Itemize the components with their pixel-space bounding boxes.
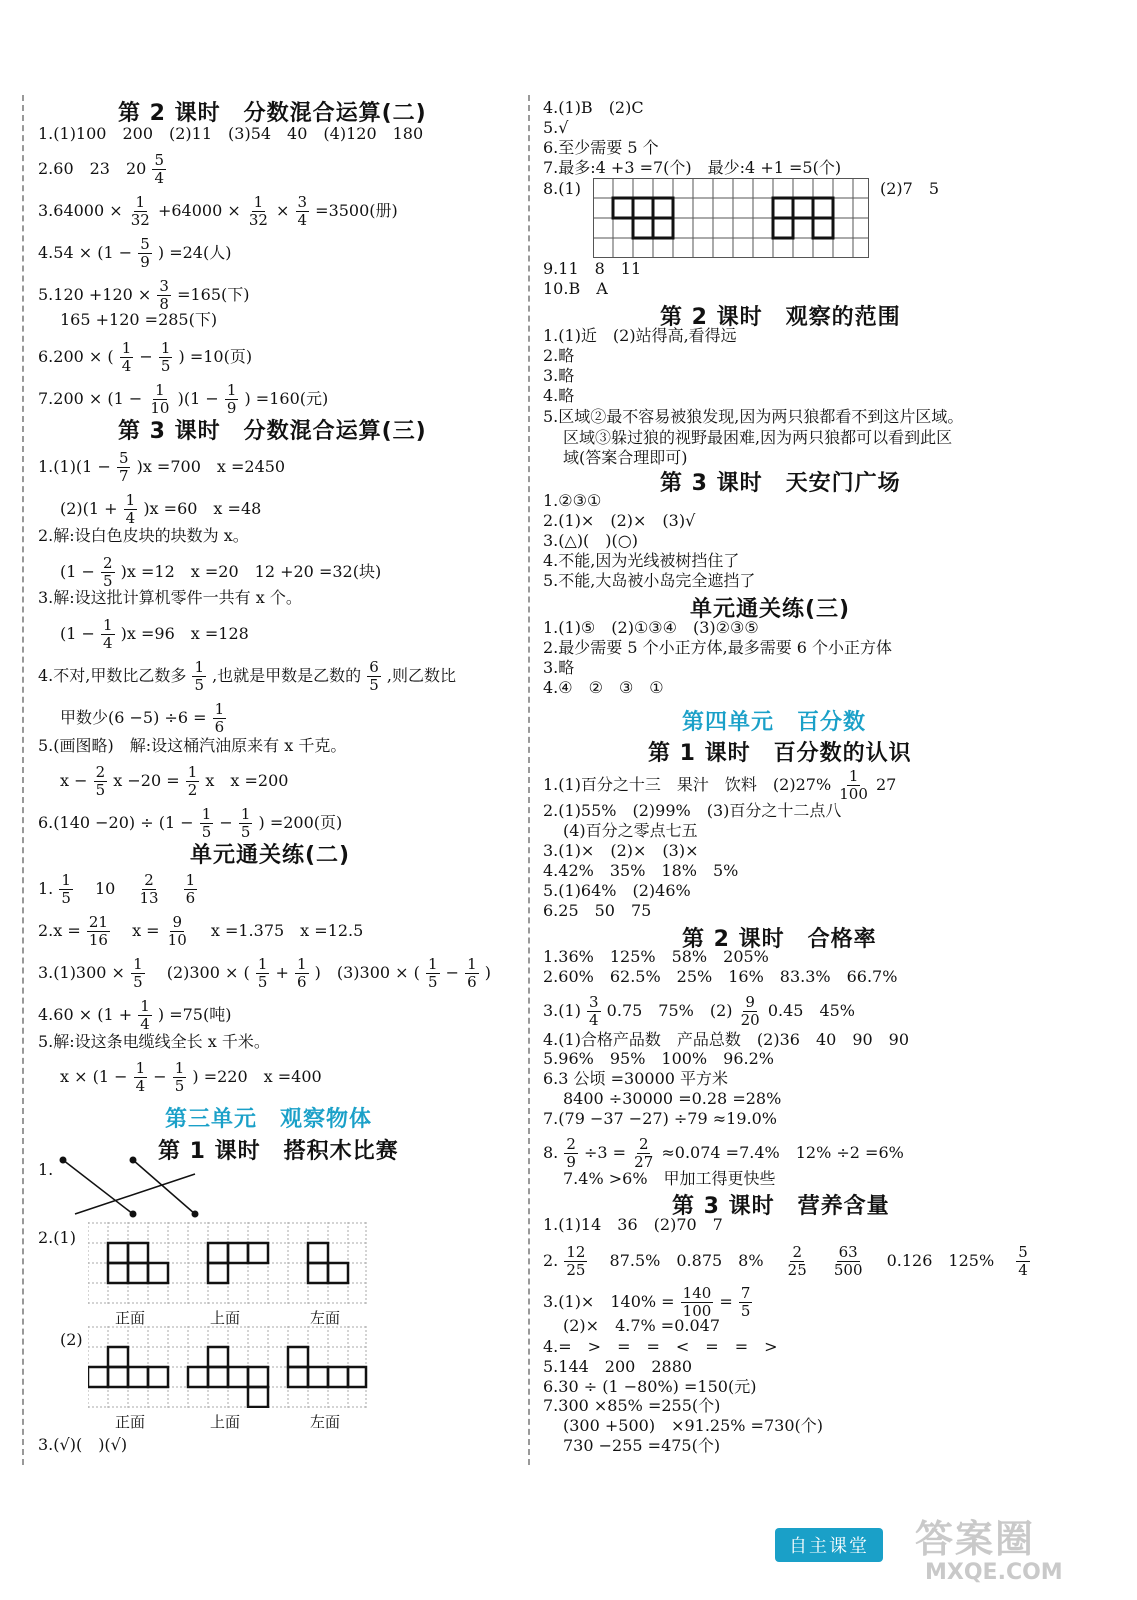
answer-line: 3.解:设这批计算机零件一共有 x 个。 bbox=[38, 588, 302, 607]
section-heading: 第 3 课时 分数混合运算(三) bbox=[118, 419, 427, 444]
answer-line: (1 − $\frac{1}{4}$ )x =96 x =128 bbox=[60, 616, 249, 652]
fraction: $\frac{1}{5}$ bbox=[240, 805, 251, 841]
answer-line: (4)百分之零点七五 bbox=[563, 821, 698, 840]
fraction: $\frac{1}{4}$ bbox=[135, 1059, 146, 1095]
section-heading: 第 1 课时 百分数的认识 bbox=[648, 741, 912, 766]
fraction: $\frac{9}{10}$ bbox=[167, 913, 187, 949]
answer-line: (1 − $\frac{2}{5}$ )x =12 x =20 12 +20 =32(块) bbox=[60, 554, 382, 590]
fraction: $\frac{1}{6}$ bbox=[185, 871, 196, 907]
answer-line: 4.(1)B (2)C bbox=[543, 98, 644, 117]
match-line bbox=[133, 1160, 195, 1214]
fraction: $\frac{1}{10}$ bbox=[150, 381, 170, 417]
fraction: $\frac{5}{4}$ bbox=[154, 151, 164, 187]
answer-line: (2)(1 + $\frac{1}{4}$ )x =60 x =48 bbox=[60, 491, 262, 527]
answer-line: (2)7 5 bbox=[880, 179, 940, 198]
answer-line: 8.(1) bbox=[543, 179, 581, 198]
answer-line: 10.B A bbox=[543, 279, 608, 298]
answer-line: 3.(1) $\frac{3}{4}$ 0.75 75% (2) $\frac{9}{20}$ 0.45 45% bbox=[543, 993, 856, 1029]
fraction: $\frac{6}{5}$ bbox=[369, 658, 379, 694]
fraction: $\frac{1}{5}$ bbox=[201, 805, 212, 841]
fraction: $\frac{2}{5}$ bbox=[95, 763, 106, 799]
answer-line: 1.(1)100 200 (2)11 (3)54 40 (4)120 180 bbox=[38, 124, 424, 143]
answer-line: 3.略 bbox=[543, 658, 575, 677]
answer-line: 1. bbox=[38, 1160, 54, 1179]
fraction: $\frac{1}{5}$ bbox=[160, 339, 171, 375]
answer-line: 2. $\frac{12}{25}$ 87.5% 0.875 8% $\frac{2}{25}$ $\frac{63}{500}$ 0.126 125% $\frac{5}{4}$ bbox=[543, 1243, 1028, 1279]
answer-line: 2.60 23 20 $\frac{5}{4}$ bbox=[38, 151, 164, 187]
answer-line: 6.25 50 75 bbox=[543, 901, 652, 920]
fraction: $\frac{2}{27}$ bbox=[634, 1135, 654, 1171]
answer-line: 4.略 bbox=[543, 386, 575, 405]
answer-line: 1.(1)(1 − $\frac{5}{7}$ )x =700 x =2450 bbox=[38, 449, 286, 485]
view-label-left: 左面 bbox=[310, 1413, 341, 1431]
answer-line: 2.60% 62.5% 25% 16% 83.3% 66.7% bbox=[543, 967, 898, 986]
answer-line: 4.54 × (1 − $\frac{5}{9}$ ) =24(人) bbox=[38, 235, 232, 271]
section-heading: 第 2 课时 分数混合运算(二) bbox=[118, 101, 427, 126]
answer-line: 1.(1)⑤ (2)①③④ (3)②③⑤ bbox=[543, 618, 759, 637]
view-label-front: 正面 bbox=[115, 1309, 146, 1327]
answer-line: 区域③躲过狼的视野最困难,因为两只狼都可以看到此区 bbox=[563, 428, 953, 447]
fraction: $\frac{1}{4}$ bbox=[140, 997, 150, 1033]
answer-line: 2.最少需要 5 个小正方体,最多需要 6 个小正方体 bbox=[543, 638, 893, 657]
answer-line: 8400 ÷30000 =0.28 =28% bbox=[563, 1089, 782, 1108]
answer-line: 1.②③① bbox=[543, 491, 602, 510]
fraction: $\frac{1}{5}$ bbox=[174, 1059, 185, 1095]
answer-line: 6.200 × ( $\frac{1}{4}$ − $\frac{1}{5}$ ) =10(页) bbox=[38, 339, 253, 375]
fraction: $\frac{7}{5}$ bbox=[740, 1284, 751, 1320]
section-heading: 第 2 课时 观察的范围 bbox=[660, 305, 901, 330]
answer-line: 5.144 200 2880 bbox=[543, 1357, 693, 1376]
unit-heading: 第四单元 百分数 bbox=[682, 710, 867, 735]
section-heading: 第 3 课时 营养含量 bbox=[672, 1194, 890, 1219]
fraction: $\frac{1}{4}$ bbox=[125, 491, 136, 527]
footer-badge: 自主课堂 bbox=[775, 1528, 883, 1562]
view-grid-2 bbox=[88, 1326, 368, 1408]
answer-line: 7.300 ×85% =255(个) bbox=[543, 1396, 721, 1415]
fraction: $\frac{1}{5}$ bbox=[61, 871, 71, 907]
view-label-left: 左面 bbox=[310, 1309, 341, 1327]
answer-line: (300 +500) ×91.25% =730(个) bbox=[563, 1416, 823, 1435]
answer-line: 3.(1)× 140% = $\frac{140}{100}$ = $\frac{7}{5}$ bbox=[543, 1284, 751, 1320]
answer-line: 6.30 ÷ (1 −80%) =150(元) bbox=[543, 1377, 757, 1396]
answer-line: 5.√ bbox=[543, 118, 569, 137]
fraction: $\frac{1}{6}$ bbox=[214, 700, 225, 736]
answer-line: 4.42% 35% 18% 5% bbox=[543, 861, 739, 880]
fraction: $\frac{9}{20}$ bbox=[740, 993, 760, 1029]
fraction: $\frac{12}{25}$ bbox=[566, 1243, 586, 1279]
answer-line: 3.64000 × $\frac{1}{32}$ +64000 × $\frac{1}{32}$ × $\frac{3}{4}$ =3500(册) bbox=[38, 193, 398, 229]
answer-line: 6.(140 −20) ÷ (1 − $\frac{1}{5}$ − $\frac{1}{5}$ ) =200(页) bbox=[38, 805, 343, 841]
fraction: $\frac{3}{8}$ bbox=[159, 277, 169, 313]
answer-line: 7.200 × (1 − $\frac{1}{10}$ )(1 − $\frac{1}{9}$ ) =160(元) bbox=[38, 381, 329, 417]
answer-line: (2)× 4.7% =0.047 bbox=[563, 1316, 721, 1335]
answer-line: 9.11 8 11 bbox=[543, 259, 642, 278]
answer-line: 4.60 × (1 + $\frac{1}{4}$ ) =75(吨) bbox=[38, 997, 232, 1033]
fraction: $\frac{1}{4}$ bbox=[121, 339, 132, 375]
answer-line: 4.不对,甲数比乙数多 $\frac{1}{5}$ ,也就是甲数是乙数的 $\frac{6}{5}$ ,则乙数比 bbox=[38, 658, 457, 694]
answer-line: 1. $\frac{1}{5}$ 10 $\frac{2}{13}$ $\frac{1}{6}$ bbox=[38, 871, 196, 907]
fraction: $\frac{1}{9}$ bbox=[226, 381, 237, 417]
match-line bbox=[75, 1174, 195, 1214]
fraction: $\frac{1}{32}$ bbox=[248, 193, 268, 229]
answer-line: 2.x = $\frac{21}{16}$ x = $\frac{9}{10}$ x =1.375 x =12.5 bbox=[38, 913, 364, 949]
fraction: $\frac{1}{6}$ bbox=[467, 955, 477, 991]
watermark-url: MXQE.COM bbox=[925, 1560, 1063, 1585]
answer-line: 5.(画图略) 解:设这桶汽油原来有 x 千克。 bbox=[38, 736, 347, 755]
answer-line: 5.不能,大岛被小岛完全遮挡了 bbox=[543, 571, 756, 590]
answer-line: 域(答案合理即可) bbox=[563, 448, 688, 467]
answer-line: 4.④ ② ③ ① bbox=[543, 678, 664, 697]
fraction: $\frac{63}{500}$ bbox=[833, 1243, 863, 1279]
answer-line: 6.至少需要 5 个 bbox=[543, 138, 659, 157]
fraction: $\frac{3}{4}$ bbox=[297, 193, 308, 229]
fraction: $\frac{5}{4}$ bbox=[1018, 1243, 1028, 1279]
section-heading: 第 2 课时 合格率 bbox=[682, 927, 877, 952]
fraction: $\frac{5}{9}$ bbox=[140, 235, 150, 271]
fraction: $\frac{1}{100}$ bbox=[839, 767, 868, 803]
fraction: $\frac{1}{32}$ bbox=[130, 193, 150, 229]
answer-line: 4.(1)合格产品数 产品总数 (2)36 40 90 90 bbox=[543, 1030, 910, 1049]
answer-line: 1.(1)近 (2)站得高,看得远 bbox=[543, 326, 737, 345]
view-label-top: 上面 bbox=[210, 1309, 241, 1327]
answer-line: 730 −255 =475(个) bbox=[563, 1436, 721, 1455]
answer-line: 1.(1)百分之十三 果汁 饮料 (2)27% $\frac{1}{100}$ 27 bbox=[543, 767, 897, 803]
fraction: $\frac{2}{9}$ bbox=[566, 1135, 576, 1171]
answer-line: 1.36% 125% 58% 205% bbox=[543, 947, 769, 966]
section-heading: 单元通关练(三) bbox=[690, 597, 851, 622]
answer-line: x − $\frac{2}{5}$ x −20 = $\frac{1}{2}$ x x =200 bbox=[60, 763, 289, 799]
section-heading: 第 3 课时 天安门广场 bbox=[660, 471, 901, 496]
matching-lines-diagram bbox=[55, 1152, 215, 1222]
fraction: $\frac{2}{25}$ bbox=[787, 1243, 807, 1279]
view-grid-1 bbox=[88, 1222, 368, 1304]
answer-line: 3.(1)× (2)× (3)× bbox=[543, 841, 699, 860]
fraction: $\frac{1}{6}$ bbox=[296, 955, 307, 991]
fraction: $\frac{1}{4}$ bbox=[103, 616, 113, 652]
fraction: $\frac{5}{7}$ bbox=[118, 449, 129, 485]
fraction: $\frac{1}{5}$ bbox=[257, 955, 268, 991]
answer-line: 2.略 bbox=[543, 346, 575, 365]
view-label-front: 正面 bbox=[115, 1413, 146, 1431]
left-margin-rule bbox=[22, 95, 24, 1465]
answer-line: 5.(1)64% (2)46% bbox=[543, 881, 691, 900]
answer-line: 3.(1)300 × $\frac{1}{5}$ (2)300 × ( $\frac{1}{5}$ + $\frac{1}{6}$ ) (3)300 × ( $\frac{1}{5}$ − $\frac{1}{6}$ ) bbox=[38, 955, 492, 991]
answer-line: 165 +120 =285(下) bbox=[60, 310, 218, 329]
answer-line: 3.(△)( )(○) bbox=[543, 531, 638, 550]
fraction: $\frac{1}{5}$ bbox=[427, 955, 438, 991]
answer-line: 5.120 +120 × $\frac{3}{8}$ =165(下) bbox=[38, 277, 250, 313]
fraction: $\frac{21}{16}$ bbox=[88, 913, 108, 949]
answer-line: 4.= > = = < = = > bbox=[543, 1337, 778, 1356]
answer-line: 甲数少(6 −5) ÷6 = $\frac{1}{6}$ bbox=[60, 700, 225, 736]
answer-line: 3.(√)( )(√) bbox=[38, 1435, 128, 1454]
answer-line: 8. $\frac{2}{9}$ ÷3 = $\frac{2}{27}$ ≈0.074 =7.4% 12% ÷2 =6% bbox=[543, 1135, 904, 1171]
answer-line: x × (1 − $\frac{1}{4}$ − $\frac{1}{5}$ ) =220 x =400 bbox=[60, 1059, 322, 1095]
answer-line: 7.最多:4 +3 =7(个) 最少:4 +1 =5(个) bbox=[543, 158, 842, 177]
answer-line: 6.3 公顷 =30000 平方米 bbox=[543, 1069, 729, 1088]
fraction: $\frac{2}{5}$ bbox=[103, 554, 113, 590]
column-divider bbox=[528, 95, 530, 1465]
answer-line: 3.略 bbox=[543, 366, 575, 385]
view-label-top: 上面 bbox=[210, 1413, 241, 1431]
answer-line: 5.解:设这条电缆线全长 x 千米。 bbox=[38, 1032, 270, 1051]
fraction: $\frac{1}{5}$ bbox=[133, 955, 143, 991]
answer-line: 5.区域②最不容易被狼发现,因为两只狼都看不到这片区域。 bbox=[543, 407, 964, 426]
cube-view-grid bbox=[593, 178, 869, 258]
answer-line: (2) bbox=[60, 1330, 83, 1349]
answer-line: 4.不能,因为光线被树挡住了 bbox=[543, 551, 740, 570]
answer-line: 7.4% >6% 甲加工得更快些 bbox=[563, 1169, 776, 1188]
fraction: $\frac{3}{4}$ bbox=[589, 993, 599, 1029]
watermark-logo: 答案圈 bbox=[915, 1517, 1036, 1561]
fraction: $\frac{1}{5}$ bbox=[194, 658, 204, 694]
answer-line: 5.96% 95% 100% 96.2% bbox=[543, 1049, 774, 1068]
answer-line: 1.(1)14 36 (2)70 7 bbox=[543, 1215, 723, 1234]
answer-line: 2.(1)55% (2)99% (3)百分之十二点八 bbox=[543, 801, 842, 820]
answer-line: 2.(1)× (2)× (3)√ bbox=[543, 511, 696, 530]
section-heading: 单元通关练(二) bbox=[190, 843, 351, 868]
fraction: $\frac{2}{13}$ bbox=[139, 871, 159, 907]
answer-line: 2.(1) bbox=[38, 1228, 76, 1247]
unit-heading: 第三单元 观察物体 bbox=[165, 1107, 373, 1132]
fraction: $\frac{1}{2}$ bbox=[187, 763, 198, 799]
answer-line: 2.解:设白色皮块的块数为 x。 bbox=[38, 526, 249, 545]
section-heading: 第 1 课时 搭积木比赛 bbox=[158, 1139, 399, 1164]
answer-line: 7.(79 −37 −27) ÷79 ≈19.0% bbox=[543, 1109, 777, 1128]
fraction: $\frac{140}{100}$ bbox=[682, 1284, 712, 1320]
